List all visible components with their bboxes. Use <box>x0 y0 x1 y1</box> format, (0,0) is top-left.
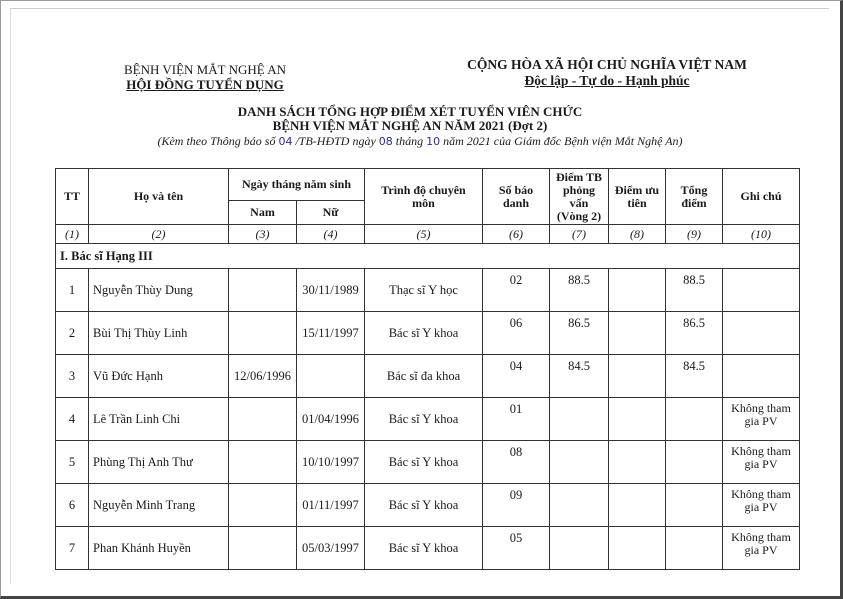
cell-tt: 1 <box>56 269 89 312</box>
subtitle-part-a: (Kèm theo Thông báo số <box>157 134 276 148</box>
cell-priority <box>609 441 666 484</box>
col-number: (2) <box>89 225 229 244</box>
cell-priority <box>609 312 666 355</box>
cell-degree: Bác sĩ đa khoa <box>365 355 483 398</box>
cell-degree: Bác sĩ Y khoa <box>365 484 483 527</box>
title-line-1: DANH SÁCH TỔNG HỢP ĐIỂM XÉT TUYỂN VIÊN CHỨC <box>237 104 583 119</box>
cell-sbd: 05 <box>483 527 550 570</box>
handwritten-day: 08 <box>378 135 393 148</box>
table-row <box>56 441 800 484</box>
cell-tt: 4 <box>56 398 89 441</box>
header-note: Ghi chú <box>723 169 800 225</box>
cell-degree: Bác sĩ Y khoa <box>365 312 483 355</box>
cell-total: 86.5 <box>666 312 723 355</box>
org-header <box>100 62 310 92</box>
cell-female: 05/03/1997 <box>297 527 365 570</box>
cell-female: 15/11/1997 <box>297 312 365 355</box>
header-degree: Trình độ chuyên môn <box>365 169 483 225</box>
cell-score <box>550 398 609 441</box>
cell-priority <box>609 398 666 441</box>
col-number: (4) <box>297 225 365 244</box>
candidate-rows <box>56 269 800 570</box>
table-row <box>56 269 800 312</box>
cell-sbd: 09 <box>483 484 550 527</box>
cell-priority <box>609 527 666 570</box>
cell-tt: 7 <box>56 527 89 570</box>
cell-degree: Bác sĩ Y khoa <box>365 527 483 570</box>
document-title <box>100 105 720 133</box>
cell-note: Không tham gia PV <box>723 398 800 441</box>
cell-total <box>666 484 723 527</box>
cell-total <box>666 398 723 441</box>
cell-name: Nguyễn Minh Trang <box>89 484 229 527</box>
header-sbd: Số báo danh <box>483 169 550 225</box>
cell-total <box>666 527 723 570</box>
country-name: CỘNG HÒA XÃ HỘI CHỦ NGHĨA VIỆT NAM <box>467 57 747 72</box>
cell-score: 84.5 <box>550 355 609 398</box>
cell-sbd: 04 <box>483 355 550 398</box>
subtitle-part-d: năm 2021 của Giám đốc Bệnh viện Mắt Nghệ An) <box>443 134 683 148</box>
cell-note <box>723 312 800 355</box>
cell-total: 88.5 <box>666 269 723 312</box>
cell-total <box>666 441 723 484</box>
cell-priority <box>609 484 666 527</box>
cell-male <box>229 484 297 527</box>
cell-female <box>297 355 365 398</box>
col-number: (1) <box>56 225 89 244</box>
table-row <box>56 527 800 570</box>
cell-sbd: 01 <box>483 398 550 441</box>
col-number: (6) <box>483 225 550 244</box>
cell-female: 10/10/1997 <box>297 441 365 484</box>
cell-name: Lê Trần Linh Chi <box>89 398 229 441</box>
council-name: HỘI ĐỒNG TUYỂN DỤNG <box>126 77 284 92</box>
subtitle-part-c: tháng <box>395 134 424 148</box>
header-priority: Điểm ưu tiên <box>609 169 666 225</box>
cell-name: Vũ Đức Hạnh <box>89 355 229 398</box>
cell-total: 84.5 <box>666 355 723 398</box>
cell-name: Bùi Thị Thùy Linh <box>89 312 229 355</box>
cell-tt: 2 <box>56 312 89 355</box>
cell-score <box>550 527 609 570</box>
national-header <box>462 57 752 89</box>
cell-tt: 3 <box>56 355 89 398</box>
table-row <box>56 355 800 398</box>
cell-score <box>550 484 609 527</box>
handwritten-month: 10 <box>426 135 441 148</box>
cell-score: 88.5 <box>550 269 609 312</box>
header-female: Nữ <box>297 201 365 225</box>
header-tt: TT <box>56 169 89 225</box>
org-name: BỆNH VIỆN MẮT NGHỆ AN <box>123 62 287 77</box>
cell-sbd: 08 <box>483 441 550 484</box>
cell-sbd: 06 <box>483 312 550 355</box>
col-number: (3) <box>229 225 297 244</box>
table-row <box>56 312 800 355</box>
handwritten-number: 04 <box>278 135 293 148</box>
cell-male <box>229 398 297 441</box>
cell-note <box>723 355 800 398</box>
cell-note: Không tham gia PV <box>723 527 800 570</box>
cell-degree: Thạc sĩ Y học <box>365 269 483 312</box>
cell-name: Phùng Thị Anh Thư <box>89 441 229 484</box>
col-number: (7) <box>550 225 609 244</box>
cell-male <box>229 441 297 484</box>
col-number: (8) <box>609 225 666 244</box>
motto: Độc lập - Tự do - Hạnh phúc <box>524 73 690 88</box>
col-number: (10) <box>723 225 800 244</box>
cell-female: 01/11/1997 <box>297 484 365 527</box>
cell-name: Phan Khánh Huyền <box>89 527 229 570</box>
cell-note <box>723 269 800 312</box>
title-line-2: BỆNH VIỆN MẮT NGHỆ AN NĂM 2021 (Đợt 2) <box>272 118 548 133</box>
cell-female: 01/04/1996 <box>297 398 365 441</box>
cell-male <box>229 312 297 355</box>
document-subtitle <box>110 134 730 149</box>
cell-tt: 5 <box>56 441 89 484</box>
header-score: Điểm TB phỏng vấn (Vòng 2) <box>550 169 609 225</box>
cell-degree: Bác sĩ Y khoa <box>365 398 483 441</box>
cell-priority <box>609 355 666 398</box>
cell-degree: Bác sĩ Y khoa <box>365 441 483 484</box>
header-name: Họ và tên <box>89 169 229 225</box>
results-table <box>55 168 800 570</box>
cell-sbd: 02 <box>483 269 550 312</box>
table-row <box>56 484 800 527</box>
cell-note: Không tham gia PV <box>723 484 800 527</box>
cell-score: 86.5 <box>550 312 609 355</box>
cell-tt: 6 <box>56 484 89 527</box>
cell-male <box>229 269 297 312</box>
section-row <box>56 244 800 269</box>
col-number: (9) <box>666 225 723 244</box>
header-total: Tổng điểm <box>666 169 723 225</box>
cell-score <box>550 441 609 484</box>
table-row <box>56 398 800 441</box>
section-label: I. Bác sĩ Hạng III <box>56 244 800 269</box>
cell-male <box>229 527 297 570</box>
subtitle-part-b: /TB-HĐTD ngày <box>295 134 376 148</box>
cell-name: Nguyễn Thùy Dung <box>89 269 229 312</box>
cell-priority <box>609 269 666 312</box>
cell-note: Không tham gia PV <box>723 441 800 484</box>
column-number-row <box>56 225 800 244</box>
col-number: (5) <box>365 225 483 244</box>
cell-male: 12/06/1996 <box>229 355 297 398</box>
header-male: Nam <box>229 201 297 225</box>
cell-female: 30/11/1989 <box>297 269 365 312</box>
header-dob: Ngày tháng năm sinh <box>229 169 365 201</box>
